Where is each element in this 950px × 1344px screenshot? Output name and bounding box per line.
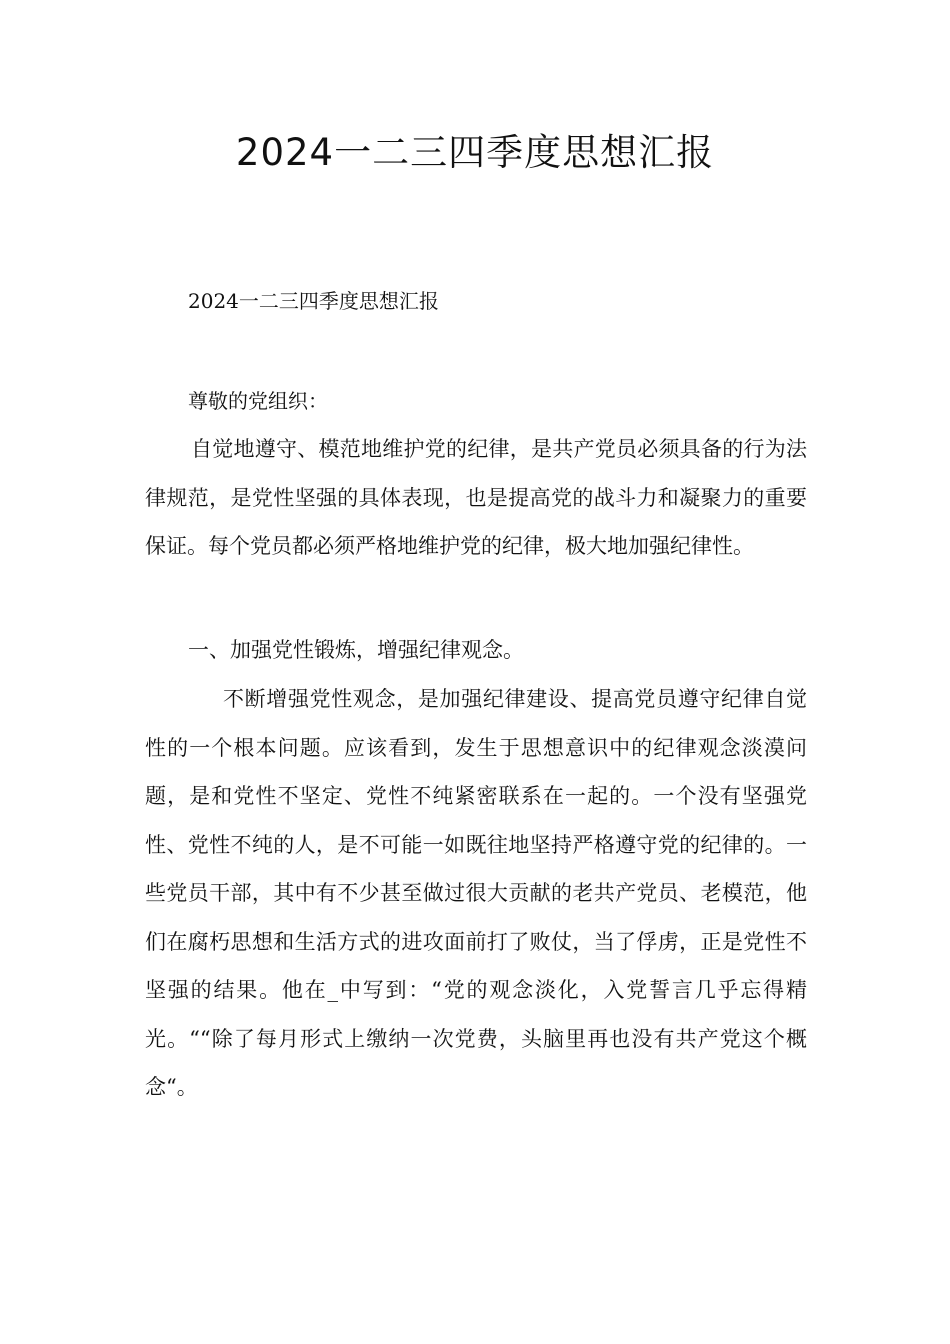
salutation: 尊敬的党组织：: [188, 389, 328, 413]
paragraph-discipline-intro: 自觉地遵守、模范地维护党的纪律，是共产党员必须具备的行为法律规范，是党性坚强的具体表现，也是提高党的战斗力和凝聚力的重要保证。每个党员都必须严格地维护党的纪律，极大地加强纪律性。: [145, 437, 807, 558]
section-heading: 一、加强党性锻炼，增强纪律观念。: [188, 638, 524, 662]
document-subtitle: 2024一二三四季度思想汇报: [188, 289, 439, 313]
paragraph-party-spirit: 不断增强党性观念，是加强纪律建设、提高党员遵守纪律自觉性的一个根本问题。应该看到，发生于思想意识中的纪律观念淡漠问题，是和党性不坚定、党性不纯紧密联系在一起的。一个没有坚强党性、党性不纯的人，是不可能一如既往地坚持严格遵守党的纪律的。一些党员干部，其中有不少甚至做过很大贡献的老共产党员、老模范，他们在腐朽思想和生活方式的进攻面前打了败仗，当了俘虏，正是党性不坚强的结果。他在_中写到：“党的观念淡化，入党誓言几乎忘得精光。““除了每月形式上缴纳一次党费，头脑里再也没有共产党这个概念“。: [145, 687, 807, 1099]
document-title: 2024一二三四季度思想汇报: [235, 131, 715, 174]
